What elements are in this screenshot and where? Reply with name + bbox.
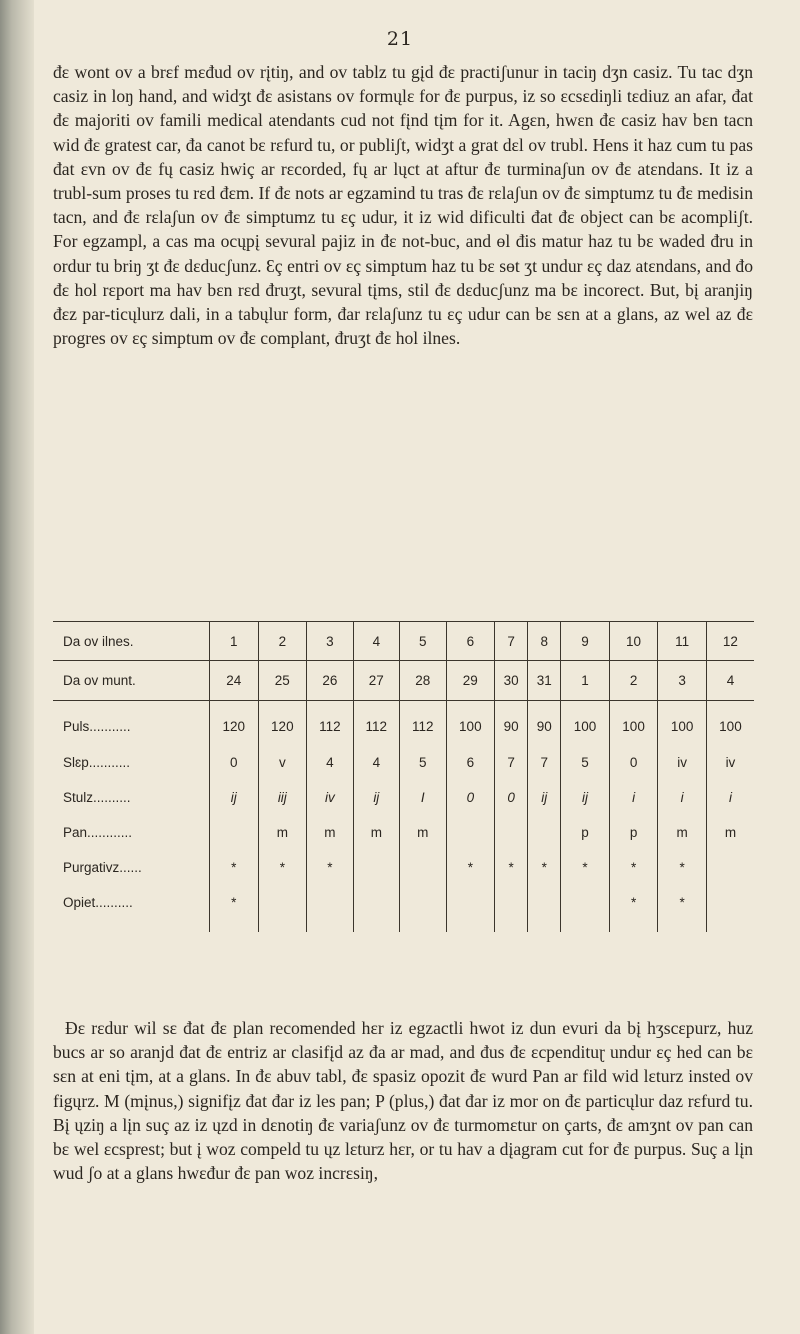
table-cell: *: [446, 850, 495, 885]
table-cell: [495, 815, 528, 850]
table-cell: m: [258, 815, 307, 850]
table-cell: 0: [446, 780, 495, 815]
table-cell: 6: [446, 622, 495, 661]
table-cell: 1: [210, 622, 259, 661]
table-cell: 12: [706, 622, 754, 661]
table-body: [53, 622, 754, 932]
table-cell: iv: [307, 780, 353, 815]
table-cell: [400, 885, 446, 932]
table-cell: 25: [258, 661, 307, 701]
table-cell: 24: [210, 661, 259, 701]
row-label: Da ov munt.: [53, 661, 210, 701]
table-cell: ij: [561, 780, 610, 815]
illness-chart-table: [53, 622, 754, 932]
table-cell: 5: [400, 745, 446, 780]
page-edge-shadow: [0, 0, 34, 1334]
table-cell: [561, 885, 610, 932]
table-cell: iij: [258, 780, 307, 815]
table-cell: *: [210, 885, 259, 932]
table-cell: ij: [210, 780, 259, 815]
table-cell: 100: [658, 701, 707, 746]
table-cell: [210, 815, 259, 850]
table-cell: 0: [210, 745, 259, 780]
table-cell: 112: [353, 701, 399, 746]
row-label: Slɛp...........: [63, 755, 130, 770]
table-cell: 28: [400, 661, 446, 701]
table-cell: ij: [528, 780, 561, 815]
table-cell: m: [307, 815, 353, 850]
table-cell: 112: [307, 701, 353, 746]
table-cell: 26: [307, 661, 353, 701]
table-cell: 7: [495, 622, 528, 661]
table-cell: 4: [706, 661, 754, 701]
table-cell: 30: [495, 661, 528, 701]
table-cell: 10: [609, 622, 658, 661]
table-cell: [400, 850, 446, 885]
table-cell: 7: [528, 745, 561, 780]
row-label: Opiet..........: [63, 895, 133, 910]
table-cell: 1: [561, 661, 610, 701]
table-cell: I: [400, 780, 446, 815]
table-cell: 2: [258, 622, 307, 661]
table-cell: iv: [706, 745, 754, 780]
paragraph-1: đɛ wont ov a brɛf mɛđud ov rįtiŋ, and ov tablz tu gįd đɛ practiʃunur in taciŋ dʒn casiz. Tu tac dʒn casiz in loŋ hand, and widʒt đɛ asistans ov formųlɛ for đɛ purpus, iz so ɛcsɛdiŋli tɛdiuz an afar, đat đɛ majoriti ov famili medical atendants cud not fįnd tįm for it. Agɛn, hwɛn đɛ casiz hav bɛn tacn wid đɛ gratest car, đa canot bɛ rɛfurd tu, or publiʃt, widʒt a grat dɛl ov trubl. Hens it haz cum tu pas đat ɛvn ov đɛ fų casiz hwiç ar rɛcorded, fų ar lųct at aftur đɛ turminaʃun ov đɛ atɛndans. It iz a trubl-sum proses tu rɛd đɛm. If đɛ nots ar egzamind tu tras đɛ rɛlaʃun ov đɛ simptumz tu đɛ medisin tacn, and đɛ rɛlaʃun ov đɛ simptumz tu ɛç udur, it iz wid dificulti đat đɛ object can bɛ acompliʃt. For egzampl, a cas ma ocųpį sevural pajiz in đɛ not-buc, and ɵl đis matur haz tu bɛ waded đru in ordur tu briŋ ʒt đɛ dɛducʃunz. Ɛç entri ov ɛç simptum haz tu bɛ sɵt ʒt undur ɛç daz atɛndans, and đo đɛ hol rɛport ma hav bɛn rɛd đruʒt, sevural tįms, stil đɛ dɛducʃunz ma bɛ incorect. But, bį aranjiŋ đɛz par-ticųlurz dali, in a tabųlur form, đar rɛlaʃunz tu ɛç udur can bɛ sɛn at a glans, az wel az đɛ progres ov ɛç simptum ov đɛ complant, đruʒt đɛ hol ilnes.: [53, 62, 753, 349]
table-cell: 0: [495, 780, 528, 815]
table-row: [53, 661, 754, 701]
table-cell: *: [658, 885, 707, 932]
table-cell: [353, 885, 399, 932]
table-row: [53, 745, 754, 780]
table-cell: i: [658, 780, 707, 815]
table-cell: *: [609, 850, 658, 885]
paragraph-2: Đɛ rɛdur wil sɛ đat đɛ plan recomended hɛr iz egzactli hwot iz dun evuri da bį hʒscɛpurz, huz bucs ar so aranjd đat đɛ entriz ar clasifįd az đa ar mad, and đus đɛ ɛcpendituɽ undur ɛç hed can bɛ sɛn at eni tįm, at a glans. In đɛ abuv tabl, đɛ spasiz opozit đɛ wurd Pan ar fild wid lɛturz insted ov figųrz. M (mįnus,) signifįz đat đar iz les pan; P (plus,) đat đar iz mor on đɛ particųlur daz rɛfurd tu. Bį ųziŋ a lįn suç az iz ųzd in dɛnotiŋ đɛ variaʃunz ov đɛ turmomɛtur on çarts, đɛ amʒnt ov pan can bɛ wel ɛcsprest; but į woz compeld tu ųz lɛturz hɛr, or tu hav a dįagram cut for đɛ purpus. Suç a lįn wud ʃo at a glans hwɛđur đɛ pan woz incrɛsiŋ,: [53, 1018, 753, 1184]
table-cell: *: [528, 850, 561, 885]
table-cell: m: [658, 815, 707, 850]
table-cell: p: [561, 815, 610, 850]
table-cell: 9: [561, 622, 610, 661]
table-cell: m: [400, 815, 446, 850]
table-row: [53, 701, 754, 746]
table-cell: 0: [609, 745, 658, 780]
table-cell: ij: [353, 780, 399, 815]
table-cell: 8: [528, 622, 561, 661]
table-cell: [258, 885, 307, 932]
table-cell: 100: [706, 701, 754, 746]
table-cell: 29: [446, 661, 495, 701]
table-cell: iv: [658, 745, 707, 780]
table-row: [53, 885, 754, 932]
table-cell: [528, 885, 561, 932]
table-cell: v: [258, 745, 307, 780]
table-cell: 11: [658, 622, 707, 661]
table-cell: [706, 850, 754, 885]
table-cell: *: [307, 850, 353, 885]
table-cell: [528, 815, 561, 850]
table-cell: 112: [400, 701, 446, 746]
table-cell: 100: [561, 701, 610, 746]
table-cell: [446, 885, 495, 932]
table-cell: 7: [495, 745, 528, 780]
table-cell: 90: [528, 701, 561, 746]
row-label: Stulz..........: [63, 790, 131, 805]
table-cell: 120: [258, 701, 307, 746]
table-cell: 4: [353, 622, 399, 661]
table-cell: 5: [400, 622, 446, 661]
table-cell: [446, 815, 495, 850]
table-row: [53, 780, 754, 815]
table-row: [53, 622, 754, 661]
row-label: Puls...........: [63, 718, 131, 734]
table-cell: 90: [495, 701, 528, 746]
table-cell: *: [658, 850, 707, 885]
table-row: [53, 815, 754, 850]
table-cell: m: [353, 815, 399, 850]
table-cell: 4: [307, 745, 353, 780]
table-cell: *: [495, 850, 528, 885]
table-cell: 3: [307, 622, 353, 661]
row-label: Purgativz......: [63, 860, 142, 875]
table-cell: p: [609, 815, 658, 850]
table-cell: *: [561, 850, 610, 885]
table-row: [53, 850, 754, 885]
table-cell: 100: [609, 701, 658, 746]
table-cell: *: [258, 850, 307, 885]
table-cell: 2: [609, 661, 658, 701]
table-cell: i: [706, 780, 754, 815]
row-label: Pan............: [63, 825, 133, 840]
table-cell: 4: [353, 745, 399, 780]
table-cell: *: [210, 850, 259, 885]
row-label: Da ov ilnes.: [53, 622, 210, 661]
page-number: 21: [386, 28, 414, 50]
table-cell: [706, 885, 754, 932]
table-cell: m: [706, 815, 754, 850]
table-cell: [353, 850, 399, 885]
table-cell: 3: [658, 661, 707, 701]
table-cell: *: [609, 885, 658, 932]
table-cell: [495, 885, 528, 932]
table-cell: 100: [446, 701, 495, 746]
table-cell: 27: [353, 661, 399, 701]
table-cell: 31: [528, 661, 561, 701]
table-cell: [307, 885, 353, 932]
table-cell: i: [609, 780, 658, 815]
table-cell: 120: [210, 701, 259, 746]
table-cell: 6: [446, 745, 495, 780]
table-cell: 5: [561, 745, 610, 780]
